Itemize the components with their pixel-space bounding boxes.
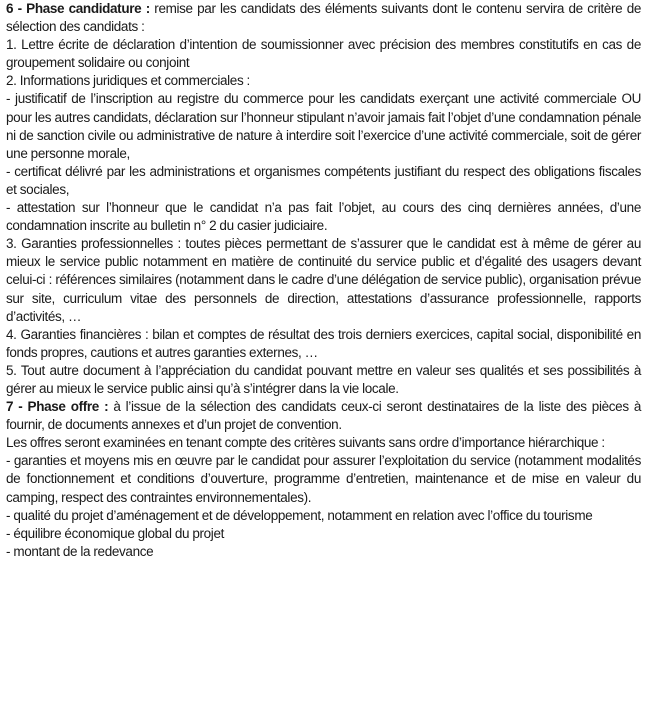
phase6-item-2b: - certificat délivré par les administrations et organismes compétents justifiant du respect des obligations fiscales et sociales, <box>6 163 641 197</box>
phase6-item-2a: - justificatif de l’inscription au registre du commerce pour les candidats exerçant une activité commerciale OU pour les autres candidats, déclaration sur l’honneur stipulant n’avoir jamais fait l’objet d’une condamnation pénale ni de sanction civile ou administrative de nature à interdire soit l’exercice d’une activité commerciale, soit de gérer une personne morale, <box>6 91 641 161</box>
phase7-intro: à l’issue de la sélection des candidats ceux-ci seront destinataires de la liste des pièces à fournir, de documents annexes et d’un projet de convention. <box>6 399 642 433</box>
phase6-item-2c: - attestation sur l’honneur que le candidat n’a pas fait l’objet, au cours des cinq dernières années, d’une condamnation inscrite au bulletin n° 2 du casier judiciaire. <box>6 200 641 234</box>
phase7-heading: 7 - Phase offre : <box>6 399 109 415</box>
phase6-heading: 6 - Phase candidature : <box>6 1 150 16</box>
phase7-criteria-intro: Les offres seront examinées en tenant compte des critères suivants sans ordre d’importance hiérarchique : <box>6 435 605 451</box>
phase6-item-5: 5. Tout autre document à l’appréciation du candidat pouvant mettre en valeur ses qualités et ses possibilités à gérer au mieux le service public ainsi qu’à s’intégrer dans la vie locale. <box>6 362 641 396</box>
phase7-criterion-2: - qualité du projet d’aménagement et de développement, notamment en relation avec l’office du tourisme <box>6 507 593 523</box>
phase6-item-3: 3. Garanties professionnelles : toutes pièces permettant de s’assurer que le candidat est à même de gérer au mieux le service public notamment en matière de continuité du service public et d’égalité des usagers devant celui-ci : références similaires (notamment dans le cadre d’une délégation de service public), organisation prévue sur site, curriculum vitae des personnels de direction, attestations d’assurance professionnelle, rapports d’activités, … <box>6 236 641 324</box>
phase7-criterion-3: - équilibre économique global du projet <box>6 525 225 541</box>
phase7-criterion-4: - montant de la redevance <box>6 543 154 559</box>
phase6-intro: remise par les candidats des éléments suivants dont le contenu servira de critère de sélection des candidats : <box>6 1 642 35</box>
phase6-paragraph <box>6 0 641 36</box>
phase7-paragraph <box>6 398 641 434</box>
phase7-criterion-1: - garanties et moyens mis en œuvre par le candidat pour assurer l’exploitation du service (notamment modalités de fonctionnement et conditions d’ouverture, programme d’entretien, maintenance et de mise en valeur du camping, respect des contraintes environnementales). <box>6 453 641 505</box>
phase6-item-2: 2. Informations juridiques et commerciales : <box>6 73 250 89</box>
phase6-item-1: 1. Lettre écrite de déclaration d’intention de soumissionner avec précision des membres constitutifs en cas de groupement solidaire ou conjoint <box>6 37 641 71</box>
phase6-item-4: 4. Garanties financières : bilan et comptes de résultat des trois derniers exercices, capital social, disponibilité en fonds propres, cautions et autres garanties externes, … <box>6 326 641 360</box>
